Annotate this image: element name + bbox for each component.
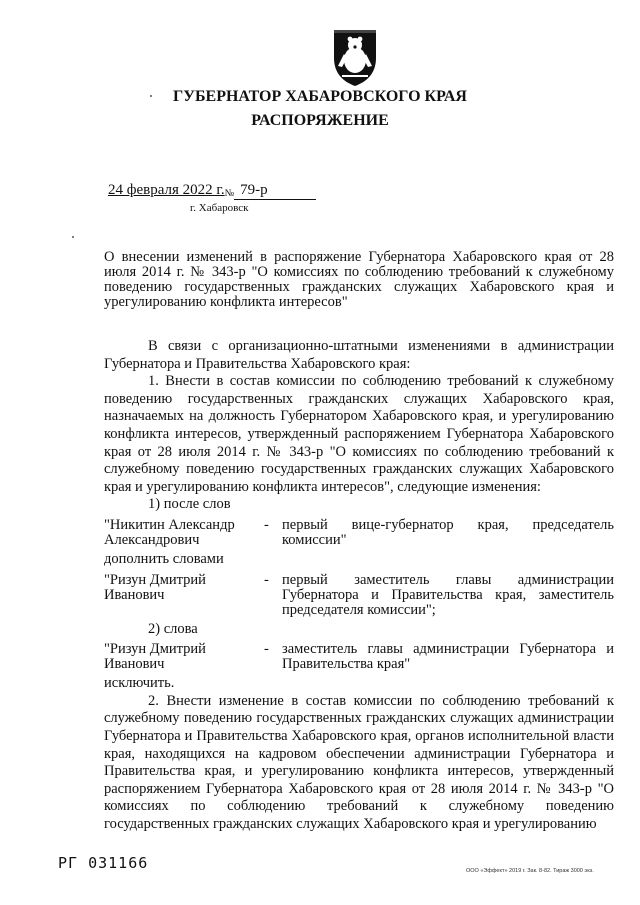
dash-separator: - (264, 641, 269, 658)
document-body (104, 338, 614, 833)
exclude-label: исключить. (104, 675, 175, 692)
printer-imprint: ООО «Эффект» 2019 г. Зак. 8-82. Тираж 3000 экз. (466, 868, 594, 874)
number-label: № (224, 188, 235, 199)
member-role: первый заместитель главы администрации Губернатора и Правительства края, заместитель председателя комиссии"; (282, 571, 614, 618)
city-label: г. Хабаровск (190, 202, 249, 214)
member-role: заместитель главы администрации Губернатора и Правительства края" (282, 641, 614, 673)
document-type: РАСПОРЯЖЕНИЕ (251, 112, 389, 129)
dash-separator: - (264, 571, 269, 588)
coat-of-arms-icon (330, 24, 380, 88)
member-name: "Никитин Александр Александрович (104, 516, 235, 548)
member-entry-rizun-remove (104, 642, 614, 672)
member-name: "Ризун Дмитрий Иванович (104, 571, 206, 603)
intro-paragraph: В связи с организационно-штатными изменениями в администрации Губернатора и Правительства Хабаровского края: (104, 338, 614, 372)
issuer-title: ГУБЕРНАТОР ХАБАРОВСКОГО КРАЯ (173, 88, 467, 105)
member-name: "Ризун Дмитрий Иванович (104, 641, 206, 673)
scan-speck (150, 95, 152, 97)
document-subject: О внесении изменений в распоряжение Губернатора Хабаровского края от 28 июля 2014 г. № 343-р "О комиссиях по соблюдению требований к служебному поведению государственных гражданских служащих Хабаровского края и урегулированию конфликта интересов" (104, 249, 614, 310)
scan-speck (72, 236, 74, 238)
member-role: первый вице-губернатор края, председатель комиссии" (282, 516, 614, 548)
item-1-paragraph: 1. Внести в состав комиссии по соблюдению требований к служебному поведению государственных гражданских служащих Хабаровского края, назначаемых на должность Губернатором Хабаровского края, и урегулированию конфликта интересов, утвержденный распоряжением Губернатора Хабаровского края от 28 июля 2014 г. № 343-р "О комиссиях по соблюдению требований к служебному поведению государственных гражданских служащих Хабаровского края и урегулированию конфликта интересов", следующие изменения: (104, 373, 614, 495)
document-date: 24 февраля 2022 г. (108, 182, 225, 198)
member-entry-rizun-add (104, 573, 614, 618)
blank-serial-number: РГ 031166 (58, 854, 149, 872)
item-2-paragraph: 2. Внести изменение в состав комиссии по соблюдению требований к служебному поведению государственных гражданских служащих администрации Губернатора и Правительства Хабаровского края, органов исполнительной власти края, находящихся на кадровом обеспечении администрации Губернатора и Правительства края, и урегулированию конфликта интересов, утвержденный распоряжением Губернатора Хабаровского края от 28 июля 2014 г. № 343-р "О комиссиях по соблюдению требований к служебному поведению государственных гражданских служащих Хабаровского края и урегулированию (104, 692, 614, 832)
document-number: 79-р (234, 182, 316, 200)
dash-separator: - (264, 516, 269, 533)
add-words-label: дополнить словами (104, 550, 224, 567)
subitem-1-label: 1) после слов (148, 496, 231, 513)
member-entry-nikitin (104, 518, 614, 548)
date-number-line (108, 182, 316, 200)
subitem-2-label: 2) слова (148, 620, 198, 637)
